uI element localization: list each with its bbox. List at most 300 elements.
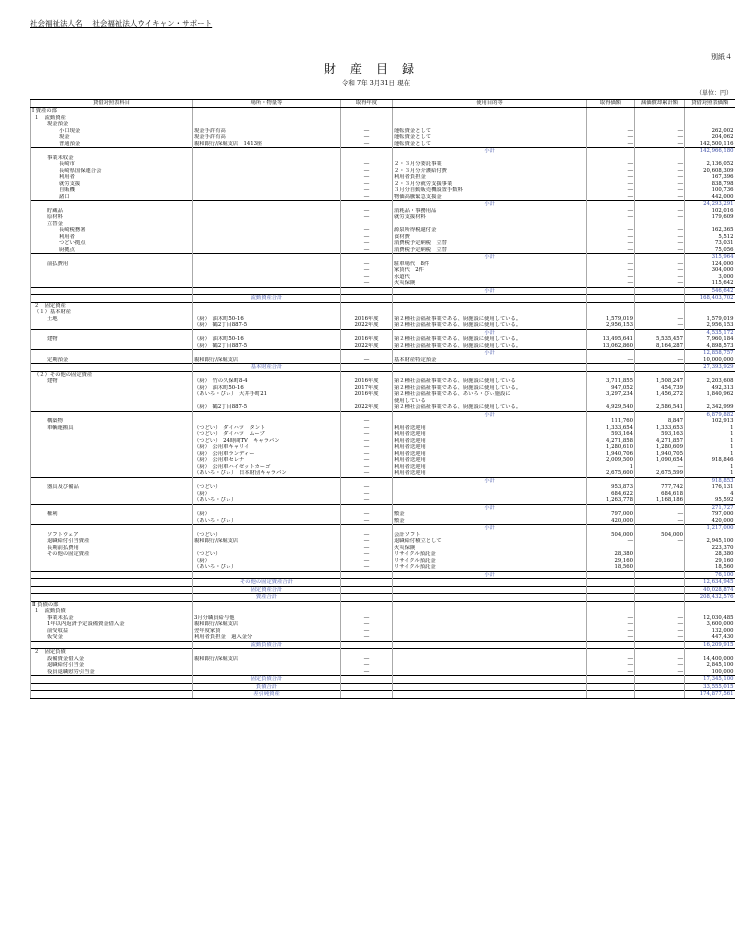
purpose-cell: ３月分自動販売機設置手数料: [393, 187, 587, 194]
table-row: [31, 564, 735, 571]
depreciation-cell: ―: [635, 247, 685, 254]
depreciation-cell: 2,675,599: [635, 470, 685, 477]
value-cell: [685, 649, 735, 656]
purpose-cell: 利用者送迎用: [393, 457, 587, 464]
location-cell: （厨） 公用車セレナ: [193, 457, 341, 464]
year-cell: ―: [341, 141, 393, 148]
account-cell: 事業未収金: [31, 155, 193, 162]
value-cell: 40,028,874: [685, 586, 735, 594]
account-cell: 退職給付引当金: [31, 662, 193, 669]
value-cell: 162,365: [685, 227, 735, 234]
cost-cell: ―: [587, 234, 635, 241]
cost-cell: [587, 329, 635, 336]
year-cell: ―: [341, 615, 393, 622]
value-cell: 4,898,573: [685, 343, 735, 350]
value-cell: 1: [685, 470, 735, 477]
table-row: [31, 108, 735, 115]
purpose-cell: [393, 108, 587, 115]
year-cell: 2016年度: [341, 391, 393, 398]
value-cell: 73,031: [685, 240, 735, 247]
purpose-cell: 第２種社会福祉事業である、厨施設に使用している。: [393, 316, 587, 323]
location-cell: （厨） 竹の久保町8-4: [193, 378, 341, 385]
year-cell: [341, 411, 393, 418]
account-cell: 役員退職慰労引当金: [31, 669, 193, 676]
location-cell: [193, 504, 341, 511]
cost-cell: 3,297,234: [587, 391, 635, 398]
value-cell: 2,945,100: [685, 538, 735, 545]
purpose-cell: 消費税予定納税 立替: [393, 247, 587, 254]
year-cell: [341, 108, 393, 115]
year-cell: ―: [341, 227, 393, 234]
value-cell: 6,879,882: [685, 411, 735, 418]
purpose-cell: [393, 586, 587, 594]
value-cell: 2,342,999: [685, 404, 735, 411]
inventory-table: [30, 99, 735, 699]
location-cell: [193, 649, 341, 656]
cost-cell: ―: [587, 208, 635, 215]
purpose-cell: 食材費: [393, 234, 587, 241]
year-cell: [341, 676, 393, 684]
table-row: [31, 404, 735, 411]
year-cell: [341, 601, 393, 608]
cost-cell: 593,164: [587, 431, 635, 438]
year-cell: ―: [341, 187, 393, 194]
year-cell: ―: [341, 491, 393, 498]
table-row: [31, 371, 735, 378]
cost-cell: ―: [587, 669, 635, 676]
purpose-cell: [393, 594, 587, 602]
purpose-cell: リサイクル預託金: [393, 551, 587, 558]
subtotal-row: [31, 201, 735, 208]
account-cell: 権利: [31, 511, 193, 518]
location-cell: [193, 477, 341, 484]
value-cell: 546,642: [685, 287, 735, 295]
value-cell: 168,403,702: [685, 295, 735, 303]
account-cell: 退職給付引当資産: [31, 538, 193, 545]
subtotal-row: [31, 676, 735, 684]
value-cell: 2,845,100: [685, 662, 735, 669]
year-cell: [341, 649, 393, 656]
year-cell: ―: [341, 438, 393, 445]
value-cell: 28,380: [685, 551, 735, 558]
year-cell: [341, 579, 393, 587]
purpose-cell: 第２種社会福祉事業である、厨施設に使用している。: [393, 343, 587, 350]
cost-cell: ―: [587, 240, 635, 247]
year-cell: ―: [341, 669, 393, 676]
table-row: [31, 322, 735, 329]
report-date: 令和 7年 3月31日 現在: [341, 79, 411, 87]
purpose-cell: 小計: [393, 350, 587, 357]
value-cell: 100,000: [685, 669, 735, 676]
depreciation-cell: ―: [635, 267, 685, 274]
value-cell: 2,136,052: [685, 161, 735, 168]
location-cell: （あいろ・ぴぃ） 日本財団キャラバン: [193, 470, 341, 477]
depreciation-cell: 504,000: [635, 532, 685, 539]
purpose-cell: 第２種社会福祉事業である、厨施設に使用している。: [393, 322, 587, 329]
account-cell: １ 流動負債: [31, 608, 193, 615]
table-row: [31, 280, 735, 287]
location-cell: 資産合計: [193, 594, 341, 602]
year-cell: ―: [341, 267, 393, 274]
cost-cell: 684,622: [587, 491, 635, 498]
cost-cell: [587, 295, 635, 303]
cost-cell: 4,271,858: [587, 438, 635, 445]
purpose-cell: 家賃代 2件: [393, 267, 587, 274]
depreciation-cell: ―: [635, 187, 685, 194]
purpose-cell: 敷金: [393, 518, 587, 525]
unit-label: （単位：円）: [695, 90, 732, 97]
depreciation-cell: [635, 108, 685, 115]
location-cell: 固定資産合計: [193, 586, 341, 594]
cost-cell: ―: [587, 168, 635, 175]
cost-cell: ―: [587, 274, 635, 281]
cost-cell: 28,380: [587, 551, 635, 558]
depreciation-cell: ―: [635, 174, 685, 181]
value-cell: 12,858,757: [685, 350, 735, 357]
depreciation-cell: 1,280,609: [635, 444, 685, 451]
depreciation-cell: ―: [635, 181, 685, 188]
account-cell: [31, 201, 193, 208]
depreciation-cell: [635, 586, 685, 594]
value-cell: 174,877,561: [685, 691, 735, 699]
cost-cell: ―: [587, 634, 635, 641]
year-cell: ―: [341, 431, 393, 438]
location-cell: （あいろ・ぴぃ）: [193, 497, 341, 504]
value-cell: 918,853: [685, 477, 735, 484]
value-cell: 17,345,100: [685, 676, 735, 684]
subtotal-row: [31, 148, 735, 155]
purpose-cell: 利用者送迎用: [393, 444, 587, 451]
account-cell: 現金: [31, 134, 193, 141]
location-cell: 親和銀行/深堀支店: [193, 357, 341, 364]
cost-cell: ―: [587, 615, 635, 622]
depreciation-cell: ―: [635, 357, 685, 364]
account-cell: 建物: [31, 378, 193, 385]
location-cell: [193, 287, 341, 295]
location-cell: [193, 201, 341, 208]
location-cell: （つどい）: [193, 551, 341, 558]
depreciation-cell: [635, 371, 685, 378]
year-cell: ―: [341, 425, 393, 432]
cost-cell: [587, 350, 635, 357]
subtotal-row: [31, 329, 735, 336]
depreciation-cell: 2,586,541: [635, 404, 685, 411]
value-cell: 1: [685, 464, 735, 471]
account-cell: 前払費用: [31, 261, 193, 268]
subtotal-row: [31, 254, 735, 261]
account-cell: 諸口: [31, 194, 193, 201]
purpose-cell: [393, 579, 587, 587]
year-cell: ―: [341, 240, 393, 247]
year-cell: [341, 302, 393, 309]
purpose-cell: 利用者負担金: [393, 174, 587, 181]
account-cell: （１）基本財産: [31, 309, 193, 316]
header-depreciation: 減価償却累計額: [635, 100, 685, 108]
year-cell: ―: [341, 128, 393, 135]
depreciation-cell: 1,940,705: [635, 451, 685, 458]
year-cell: ―: [341, 168, 393, 175]
year-cell: [341, 254, 393, 261]
year-cell: [341, 691, 393, 699]
cost-cell: ―: [587, 187, 635, 194]
account-cell: [31, 594, 193, 602]
location-cell: [193, 411, 341, 418]
cost-cell: 1,263,778: [587, 497, 635, 504]
location-cell: 現金手許有高: [193, 128, 341, 135]
location-cell: [193, 280, 341, 287]
depreciation-cell: 684,618: [635, 491, 685, 498]
cost-cell: ―: [587, 128, 635, 135]
value-cell: 18,560: [685, 564, 735, 571]
depreciation-cell: [635, 579, 685, 587]
location-cell: （厨）: [193, 491, 341, 498]
year-cell: ―: [341, 274, 393, 281]
value-cell: 838,798: [685, 181, 735, 188]
depreciation-cell: [635, 295, 685, 303]
purpose-cell: 退職給付積立として: [393, 538, 587, 545]
account-cell: [31, 571, 193, 579]
location-cell: （厨）: [193, 511, 341, 518]
year-cell: ―: [341, 484, 393, 491]
depreciation-cell: ―: [635, 316, 685, 323]
value-cell: 1: [685, 425, 735, 432]
table-row: [31, 497, 735, 504]
account-cell: 就労支援: [31, 181, 193, 188]
cost-cell: ―: [587, 194, 635, 201]
location-cell: [193, 601, 341, 608]
purpose-cell: 火災保険: [393, 545, 587, 552]
year-cell: ―: [341, 451, 393, 458]
table-row: [31, 470, 735, 477]
cost-cell: [587, 586, 635, 594]
year-cell: 2022年度: [341, 343, 393, 350]
account-cell: つどい拠点: [31, 240, 193, 247]
table-row: [31, 669, 735, 676]
account-cell: 長崎県国保連合会: [31, 168, 193, 175]
value-cell: 223,370: [685, 545, 735, 552]
location-cell: 流動資産合計: [193, 295, 341, 303]
year-cell: ―: [341, 247, 393, 254]
location-cell: （つどい） ダイハツ タント: [193, 425, 341, 432]
depreciation-cell: ―: [635, 656, 685, 663]
value-cell: 3,600,000: [685, 621, 735, 628]
depreciation-cell: ―: [635, 464, 685, 471]
purpose-cell: 小計: [393, 477, 587, 484]
account-cell: 普通預金: [31, 141, 193, 148]
value-cell: [685, 371, 735, 378]
depreciation-cell: 1,168,186: [635, 497, 685, 504]
account-cell: [31, 329, 193, 336]
depreciation-cell: 1,508,247: [635, 378, 685, 385]
purpose-cell: 利用者送迎用: [393, 431, 587, 438]
purpose-cell: 第２種社会福祉事業である、厨施設に使用している。: [393, 336, 587, 343]
purpose-cell: [393, 649, 587, 656]
depreciation-cell: 4,271,857: [635, 438, 685, 445]
value-cell: [685, 302, 735, 309]
account-cell: [31, 148, 193, 155]
year-cell: ―: [341, 532, 393, 539]
cost-cell: [587, 148, 635, 155]
depreciation-cell: ―: [635, 161, 685, 168]
depreciation-cell: [635, 691, 685, 699]
value-cell: 33,555,015: [685, 683, 735, 691]
location-cell: （厨） 油木町50-16: [193, 336, 341, 343]
value-cell: 204,062: [685, 134, 735, 141]
location-cell: （つどい） 24時間TV キャラバン: [193, 438, 341, 445]
table-row: [31, 601, 735, 608]
document-number: 別紙４: [711, 53, 732, 61]
depreciation-cell: ―: [635, 628, 685, 635]
corporation-name: 社会福祉法人名 社会福祉法人ウイキャン・サポート: [30, 19, 213, 28]
depreciation-cell: ―: [635, 511, 685, 518]
depreciation-cell: ―: [635, 234, 685, 241]
purpose-cell: ２・３月分介護給付費: [393, 168, 587, 175]
value-cell: 1: [685, 438, 735, 445]
year-cell: ―: [341, 518, 393, 525]
depreciation-cell: ―: [635, 615, 685, 622]
account-cell: ２ 固定資産: [31, 302, 193, 309]
header-year: 取得年度: [341, 100, 393, 108]
account-cell: [31, 691, 193, 699]
table-row: [31, 194, 735, 201]
account-cell: [31, 254, 193, 261]
location-cell: （厨） 鶴2丁目887-5: [193, 343, 341, 350]
depreciation-cell: ―: [635, 227, 685, 234]
depreciation-cell: [635, 201, 685, 208]
subtotal-row: [31, 504, 735, 511]
account-cell: [31, 322, 193, 329]
account-cell: 現金預金: [31, 121, 193, 128]
location-cell: （あいろ・ぴぃ）: [193, 564, 341, 571]
table-body: [31, 108, 735, 699]
location-cell: [193, 254, 341, 261]
depreciation-cell: ―: [635, 128, 685, 135]
value-cell: 3,000: [685, 274, 735, 281]
purpose-cell: 使用している: [393, 398, 587, 405]
cost-cell: [587, 571, 635, 579]
value-cell: 16,209,915: [685, 641, 735, 649]
depreciation-cell: [635, 302, 685, 309]
account-cell: ソフトウェア: [31, 532, 193, 539]
cost-cell: 1,333,654: [587, 425, 635, 432]
account-cell: 長崎市: [31, 161, 193, 168]
account-cell: 長崎税務署: [31, 227, 193, 234]
location-cell: 流動負債合計: [193, 641, 341, 649]
depreciation-cell: 8,164,287: [635, 343, 685, 350]
location-cell: （厨） 油木町50-16: [193, 385, 341, 392]
purpose-cell: [393, 634, 587, 641]
cost-cell: [587, 594, 635, 602]
account-cell: 事業未払金: [31, 615, 193, 622]
purpose-cell: 小計: [393, 287, 587, 295]
purpose-cell: 基本財産特定預金: [393, 357, 587, 364]
purpose-cell: [393, 683, 587, 691]
cost-cell: [587, 254, 635, 261]
location-cell: [193, 571, 341, 579]
year-cell: ―: [341, 511, 393, 518]
purpose-cell: 利用者送迎用: [393, 425, 587, 432]
purpose-cell: 敷金: [393, 511, 587, 518]
purpose-cell: 小計: [393, 525, 587, 532]
depreciation-cell: [635, 683, 685, 691]
purpose-cell: [393, 371, 587, 378]
value-cell: 142,966,180: [685, 148, 735, 155]
table-row: [31, 634, 735, 641]
year-cell: [341, 364, 393, 372]
cost-cell: [587, 649, 635, 656]
location-cell: 負債合計: [193, 683, 341, 691]
value-cell: 1: [685, 444, 735, 451]
location-cell: （あいろ・ぴぃ） 大井手町21: [193, 391, 341, 398]
account-cell: [31, 287, 193, 295]
depreciation-cell: 593,163: [635, 431, 685, 438]
purpose-cell: [393, 669, 587, 676]
depreciation-cell: ―: [635, 208, 685, 215]
depreciation-cell: ―: [635, 322, 685, 329]
value-cell: 492,313: [685, 385, 735, 392]
value-cell: 208,432,576: [685, 594, 735, 602]
purpose-cell: 小計: [393, 201, 587, 208]
purpose-cell: 会計ソフト: [393, 532, 587, 539]
purpose-cell: [393, 601, 587, 608]
location-cell: 親和銀行/深堀支店: [193, 621, 341, 628]
year-cell: ―: [341, 656, 393, 663]
year-cell: ―: [341, 457, 393, 464]
purpose-cell: リサイクル預託金: [393, 558, 587, 565]
value-cell: 102,016: [685, 208, 735, 215]
purpose-cell: 利用者送迎用: [393, 438, 587, 445]
purpose-cell: [393, 641, 587, 649]
year-cell: 2016年度: [341, 336, 393, 343]
cost-cell: 504,000: [587, 532, 635, 539]
value-cell: 75,056: [685, 247, 735, 254]
cost-cell: 797,000: [587, 511, 635, 518]
depreciation-cell: [635, 504, 685, 511]
depreciation-cell: [635, 364, 685, 372]
year-cell: ―: [341, 161, 393, 168]
cost-cell: ―: [587, 538, 635, 545]
year-cell: ―: [341, 181, 393, 188]
purpose-cell: ２・３月分就労支援事業: [393, 181, 587, 188]
purpose-cell: [393, 295, 587, 303]
depreciation-cell: 1,333,653: [635, 425, 685, 432]
value-cell: [685, 601, 735, 608]
location-cell: [193, 108, 341, 115]
cost-cell: [587, 691, 635, 699]
cost-cell: 1,280,610: [587, 444, 635, 451]
value-cell: 20,608,309: [685, 168, 735, 175]
account-cell: [31, 504, 193, 511]
depreciation-cell: ―: [635, 669, 685, 676]
depreciation-cell: ―: [635, 634, 685, 641]
account-cell: 貯蔵品: [31, 208, 193, 215]
location-cell: [193, 194, 341, 201]
cost-cell: [587, 601, 635, 608]
value-cell: 2,956,153: [685, 322, 735, 329]
purpose-cell: 小計: [393, 254, 587, 261]
purpose-cell: 第２種社会福祉事業である、あいろ・ぴぃ施設に: [393, 391, 587, 398]
depreciation-cell: 777,742: [635, 484, 685, 491]
purpose-cell: 運転資金として: [393, 134, 587, 141]
cost-cell: [587, 364, 635, 372]
account-cell: 立替金: [31, 221, 193, 228]
cost-cell: 420,000: [587, 518, 635, 525]
depreciation-cell: [635, 254, 685, 261]
account-cell: [31, 470, 193, 477]
depreciation-cell: 5,535,457: [635, 336, 685, 343]
account-cell: 長期前払費用: [31, 545, 193, 552]
subtotal-row: [31, 586, 735, 594]
